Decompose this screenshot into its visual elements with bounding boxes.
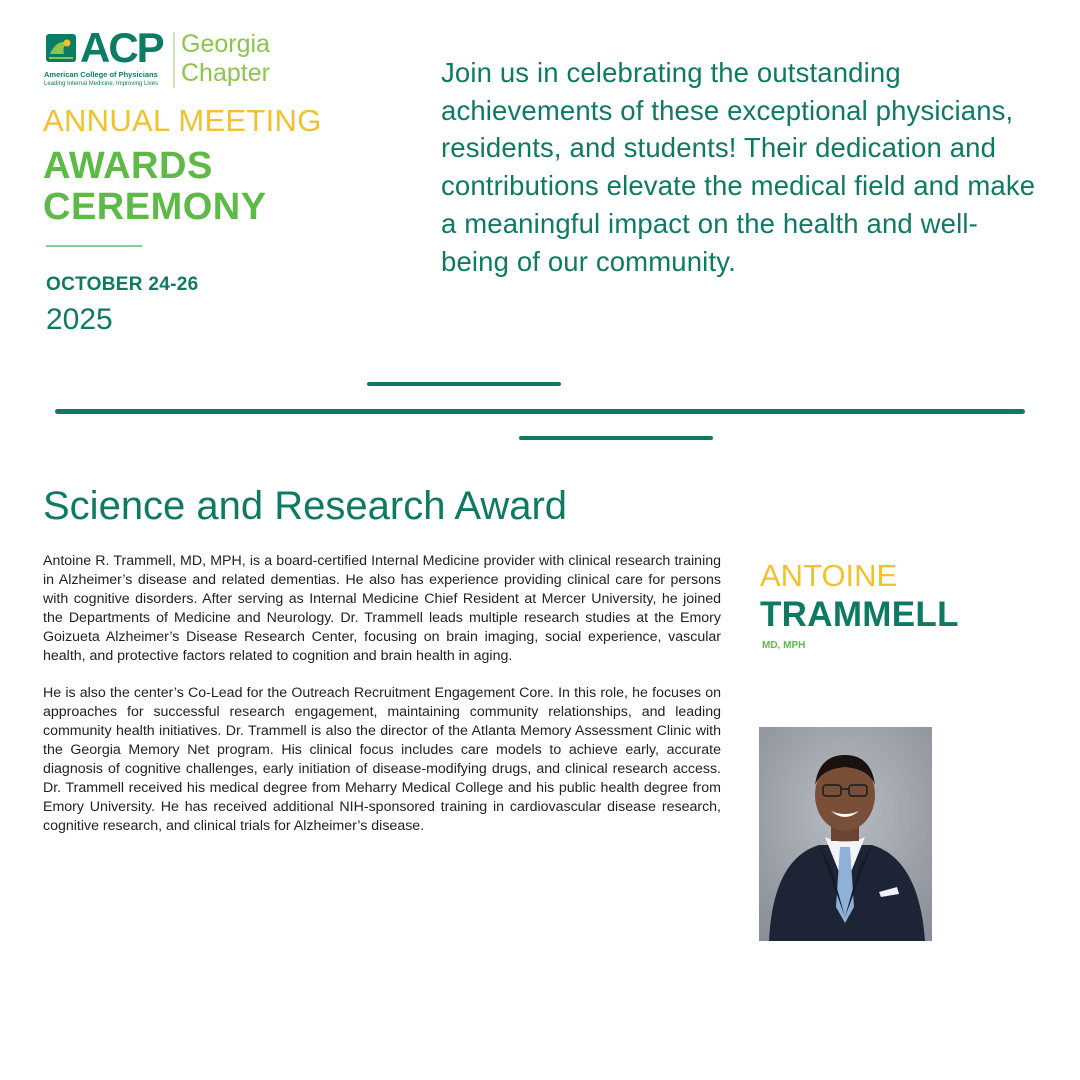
- logo-org-name: American College of Physicians: [44, 70, 158, 79]
- event-title: [43, 146, 267, 228]
- logo-chapter: [181, 30, 270, 88]
- event-subtitle: ANNUAL MEETING: [43, 103, 322, 138]
- event-year: 2025: [46, 303, 113, 336]
- event-date-range: OCTOBER 24-26: [46, 274, 199, 295]
- event-title-line1: AWARDS: [43, 145, 213, 187]
- acp-logo: [44, 24, 294, 92]
- logo-chapter-line2: Chapter: [181, 59, 270, 87]
- bio-paragraph: He is also the center’s Co-Lead for the Outreach Recruitment Engagement Core. In this role, he focuses on approaches for successful research engagement, maintaining community relationships, and leading community health initiatives. Dr. Trammell is also the director of the Atlanta Memory Assessment Clinic with the Georgia Memory Net program. His clinical focus includes care models to achieve early, accurate diagnosis of cognitive challenges, early initiation of disease-modifying drugs, and clinical research access. Dr. Trammell received his medical degree from Meharry Medical College and his public health degree from Emory University. He has received additional NIH-sponsored training in cardiovascular disease research, cognitive research, and clinical trials for Alzheimer’s disease.: [43, 685, 721, 834]
- recipient-portrait: [759, 727, 932, 941]
- logo-acronym: ACP: [80, 24, 163, 71]
- recipient-bio: [43, 552, 721, 855]
- recipient-credentials: MD, MPH: [762, 640, 806, 651]
- header-divider: [46, 245, 142, 247]
- portrait-photo: [759, 727, 932, 941]
- logo-chapter-line1: Georgia: [181, 30, 270, 58]
- recipient-first-name: ANTOINE: [760, 558, 898, 593]
- logo-divider: [173, 32, 175, 88]
- divider-short-top: [367, 382, 561, 386]
- award-title: Science and Research Award: [43, 484, 568, 528]
- event-title-line2: CEREMONY: [43, 186, 267, 228]
- intro-text: Join us in celebrating the outstanding achievements of these exceptional physicians, residents, and students! Their dedication and contributions elevate the medical field and make a meaningful impact on the health and well-being of our community.: [441, 57, 1036, 277]
- divider-short-bottom: [519, 436, 713, 440]
- logo-tagline: Leading Internal Medicine, Improving Lives: [44, 81, 159, 87]
- bio-paragraph: Antoine R. Trammell, MD, MPH, is a board-certified Internal Medicine provider with clinical research training in Alzheimer’s disease and related dementias. He also has experience providing clinical care for persons with cognitive disorders. After serving as Internal Medicine Chief Resident at Mercer University, he joined the Departments of Medicine and Neurology. Dr. Trammell leads multiple research studies at the Emory Goizueta Alzheimer’s Disease Research Center, focusing on brain imaging, social experience, vascular health, and protective factors related to cognition and brain health in aging.: [43, 553, 721, 664]
- recipient-last-name: TRAMMELL: [760, 595, 959, 634]
- divider-main: [55, 409, 1025, 414]
- acp-caduceus-icon: [46, 34, 76, 62]
